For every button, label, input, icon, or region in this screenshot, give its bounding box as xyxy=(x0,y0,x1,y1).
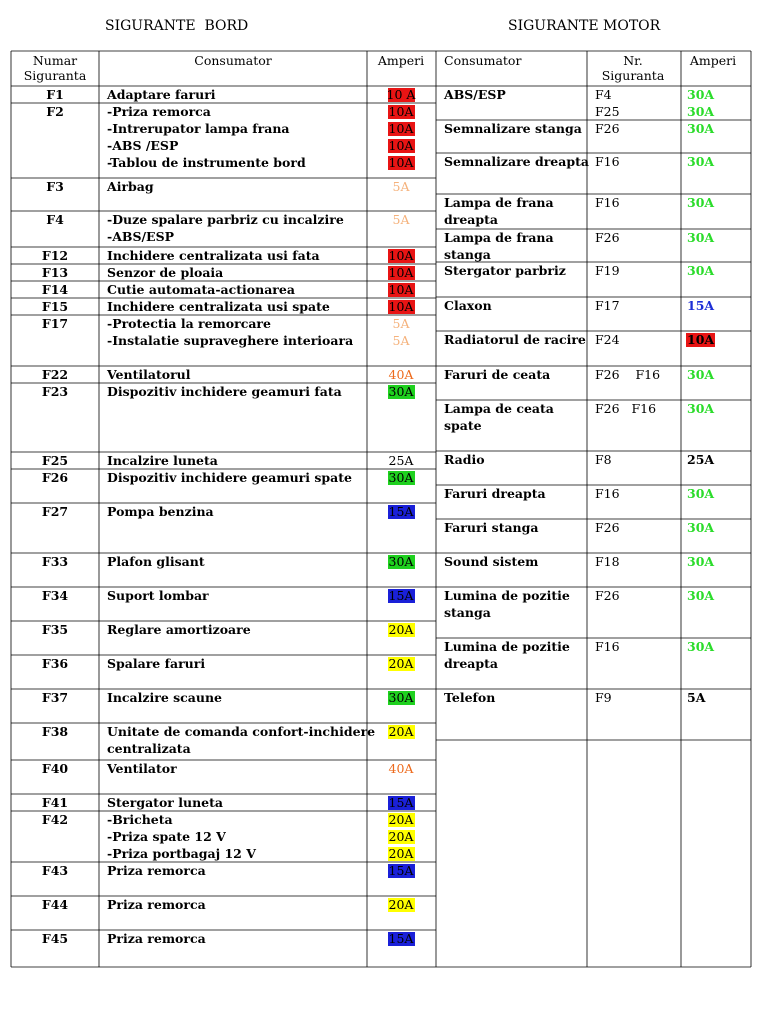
amp-value: 20A xyxy=(388,829,414,844)
amp-value: 15A xyxy=(388,795,414,810)
consumer-label: Priza remorca xyxy=(107,863,206,878)
consumer-label: -Priza spate 12 V xyxy=(107,829,226,844)
consumer-label: Plafon glisant xyxy=(107,554,205,569)
fuse-number: F18 xyxy=(595,554,620,569)
fuse-number: F25 xyxy=(595,104,620,119)
amp-value: 5A xyxy=(392,316,410,331)
consumer-label: Semnalizare dreapta xyxy=(444,154,589,169)
consumer-label: Incalzire scaune xyxy=(107,690,223,705)
amp-value: 30A xyxy=(687,486,715,501)
consumer-label: Lumina de pozitie xyxy=(444,588,570,603)
amp-value: 10A xyxy=(687,332,715,347)
header-numar: Numar xyxy=(32,53,78,68)
header-consumator: Consumator xyxy=(194,53,272,68)
fuse-number: F15 xyxy=(41,299,69,314)
title-sigurante-bord: SIGURANTE BORD xyxy=(105,18,249,34)
amp-value: 20A xyxy=(388,846,414,861)
amp-value: 30A xyxy=(687,121,715,136)
amp-value: 20A xyxy=(388,656,414,671)
consumer-label: stanga xyxy=(444,605,491,620)
consumer-label: Adaptare faruri xyxy=(107,87,216,102)
consumer-label: Inchidere centralizata usi spate xyxy=(107,299,330,314)
fuse-number: F12 xyxy=(41,248,69,263)
amp-value: 30A xyxy=(687,401,715,416)
amp-value: 10A xyxy=(388,104,414,119)
header-amperi-motor: Amperi xyxy=(689,53,737,68)
amp-value: 5A xyxy=(687,690,706,705)
fuse-number: F19 xyxy=(595,263,620,278)
consumer-label: -Instalatie supraveghere interioara xyxy=(107,333,354,348)
consumer-label: -Bricheta xyxy=(107,812,173,827)
amp-value: 30A xyxy=(687,520,715,535)
amp-value: 30A xyxy=(687,554,715,569)
fuse-number: F4 xyxy=(46,212,64,227)
fuse-number: F26 xyxy=(595,520,620,535)
amp-value: 10A xyxy=(388,299,414,314)
consumer-label: Faruri stanga xyxy=(444,520,539,535)
consumer-label: Suport lombar xyxy=(107,588,209,603)
consumer-label: Lampa de ceata xyxy=(444,401,554,416)
amp-value: 30A xyxy=(687,367,715,382)
amp-value: 25A xyxy=(687,452,715,467)
amp-value: 40A xyxy=(388,367,414,382)
consumer-label: Ventilatorul xyxy=(107,367,191,382)
fuse-number: F16 xyxy=(595,154,620,169)
consumer-label: Senzor de ploaia xyxy=(107,265,224,280)
amp-value: 5A xyxy=(392,212,410,227)
fuse-number: F26 xyxy=(595,230,620,245)
fuse-number: F9 xyxy=(595,690,612,705)
amp-value: 15A xyxy=(388,588,414,603)
fuse-number: F26 xyxy=(595,588,620,603)
consumer-label: Ventilator xyxy=(107,761,177,776)
consumer-label: Dispozitiv inchidere geamuri fata xyxy=(107,384,342,399)
header-amperi: Amperi xyxy=(377,53,425,68)
consumer-label: Faruri dreapta xyxy=(444,486,546,501)
fuse-number: F2 xyxy=(46,104,64,119)
fuse-number: F16 xyxy=(595,486,620,501)
consumer-label: Stergator luneta xyxy=(107,795,223,810)
amp-value: 20A xyxy=(388,724,414,739)
fuse-number: F16 xyxy=(595,639,620,654)
amp-value: 5A xyxy=(392,179,410,194)
consumer-label: Radiatorul de racire xyxy=(444,332,586,347)
consumer-label: Radio xyxy=(444,452,485,467)
consumer-label: centralizata xyxy=(107,741,191,756)
consumer-label: Airbag xyxy=(107,179,154,194)
amp-value: 20A xyxy=(388,897,414,912)
consumer-label: -Priza portbagaj 12 V xyxy=(107,846,256,861)
consumer-label: Incalzire luneta xyxy=(107,453,218,468)
amp-value: 30A xyxy=(388,470,414,485)
fuse-number: F26 xyxy=(41,470,69,485)
fuse-number: F38 xyxy=(41,724,69,739)
header-nr: Nr. xyxy=(623,53,643,68)
consumer-label: Stergator parbriz xyxy=(444,263,566,278)
consumer-label: -Duze spalare parbriz cu incalzire xyxy=(107,212,344,227)
amp-value: 30A xyxy=(388,384,414,399)
fuse-number: F26 F16 xyxy=(595,367,661,382)
consumer-label: spate xyxy=(444,418,482,433)
fuse-number: F27 xyxy=(41,504,69,519)
fuse-number: F34 xyxy=(41,588,69,603)
consumer-label: -Protectia la remorcare xyxy=(107,316,271,331)
fuse-number: F14 xyxy=(41,282,69,297)
amp-value: 30A xyxy=(687,104,715,119)
fuse-number: F25 xyxy=(41,453,69,468)
amp-value: 10 A xyxy=(386,87,416,102)
consumer-label: Cutie automata-actionarea xyxy=(107,282,295,297)
fuse-number: F17 xyxy=(41,316,69,331)
consumer-label: -Tablou de instrumente bord xyxy=(107,155,306,170)
consumer-label: dreapta xyxy=(444,656,498,671)
consumer-label: Reglare amortizoare xyxy=(107,622,251,637)
amp-value: 20A xyxy=(388,812,414,827)
fuse-number: F24 xyxy=(595,332,620,347)
fuse-number: F37 xyxy=(41,690,69,705)
consumer-label: Faruri de ceata xyxy=(444,367,551,382)
fuse-number: F35 xyxy=(41,622,69,637)
consumer-label: -Priza remorca xyxy=(107,104,211,119)
consumer-label: -ABS /ESP xyxy=(107,138,179,153)
consumer-label: stanga xyxy=(444,247,491,262)
amp-value: 30A xyxy=(687,263,715,278)
fuse-number: F26 xyxy=(595,121,620,136)
amp-value: 15A xyxy=(388,863,414,878)
consumer-label: Spalare faruri xyxy=(107,656,206,671)
consumer-label: -ABS/ESP xyxy=(107,229,174,244)
consumer-label: Dispozitiv inchidere geamuri spate xyxy=(107,470,352,485)
amp-value: 30A xyxy=(687,639,715,654)
amp-value: 15A xyxy=(388,504,414,519)
amp-value: 30A xyxy=(687,230,715,245)
consumer-label: Sound sistem xyxy=(444,554,539,569)
amp-value: 30A xyxy=(687,588,715,603)
amp-value: 15A xyxy=(388,931,414,946)
amp-value: 5A xyxy=(392,333,410,348)
consumer-label: Lumina de pozitie xyxy=(444,639,570,654)
title-sigurante-motor: SIGURANTE MOTOR xyxy=(508,18,661,34)
amp-value: 30A xyxy=(687,87,715,102)
consumer-label: ABS/ESP xyxy=(444,87,506,102)
consumer-label: Priza remorca xyxy=(107,931,206,946)
fuse-number: F8 xyxy=(595,452,612,467)
amp-value: 25A xyxy=(388,453,414,468)
fuse-number: F23 xyxy=(41,384,69,399)
fuse-number: F42 xyxy=(41,812,69,827)
fuse-number: F3 xyxy=(46,179,64,194)
fuse-number: F44 xyxy=(41,897,69,912)
consumer-label: Telefon xyxy=(444,690,496,705)
fuse-number: F1 xyxy=(46,87,64,102)
consumer-label: Priza remorca xyxy=(107,897,206,912)
amp-value: 10A xyxy=(388,121,414,136)
consumer-label: Lampa de frana xyxy=(444,230,554,245)
fuse-number: F16 xyxy=(595,195,620,210)
consumer-label: Semnalizare stanga xyxy=(444,121,582,136)
fuse-number: F36 xyxy=(41,656,69,671)
amp-value: 15A xyxy=(687,298,715,313)
amp-value: 40A xyxy=(388,761,414,776)
amp-value: 10A xyxy=(388,248,414,263)
fuse-number: F41 xyxy=(41,795,69,810)
fuse-number: F26 F16 xyxy=(595,401,657,416)
fuse-number: F13 xyxy=(41,265,69,280)
consumer-label: dreapta xyxy=(444,212,498,227)
amp-value: 30A xyxy=(388,554,414,569)
fuse-number: F40 xyxy=(41,761,69,776)
header-siguranta: Siguranta xyxy=(23,68,87,83)
consumer-label: Claxon xyxy=(444,298,492,313)
amp-value: 10A xyxy=(388,138,414,153)
consumer-label: Unitate de comanda confort-inchidere xyxy=(107,724,376,739)
amp-value: 10A xyxy=(388,265,414,280)
amp-value: 30A xyxy=(687,195,715,210)
consumer-label: Inchidere centralizata usi fata xyxy=(107,248,320,263)
fuse-number: F45 xyxy=(41,931,69,946)
consumer-label: Pompa benzina xyxy=(107,504,214,519)
consumer-label: Lampa de frana xyxy=(444,195,554,210)
fuse-number: F43 xyxy=(41,863,69,878)
consumer-label: -Intrerupator lampa frana xyxy=(107,121,290,136)
fuse-number: F33 xyxy=(41,554,69,569)
fuse-number: F4 xyxy=(595,87,612,102)
amp-value: 30A xyxy=(388,690,414,705)
fuse-number: F22 xyxy=(41,367,69,382)
amp-value: 10A xyxy=(388,155,414,170)
amp-value: 20A xyxy=(388,622,414,637)
header-nr-siguranta: Siguranta xyxy=(601,68,665,83)
fuse-number: F17 xyxy=(595,298,620,313)
amp-value: 30A xyxy=(687,154,715,169)
header-consumator-motor: Consumator xyxy=(444,53,522,68)
amp-value: 10A xyxy=(388,282,414,297)
